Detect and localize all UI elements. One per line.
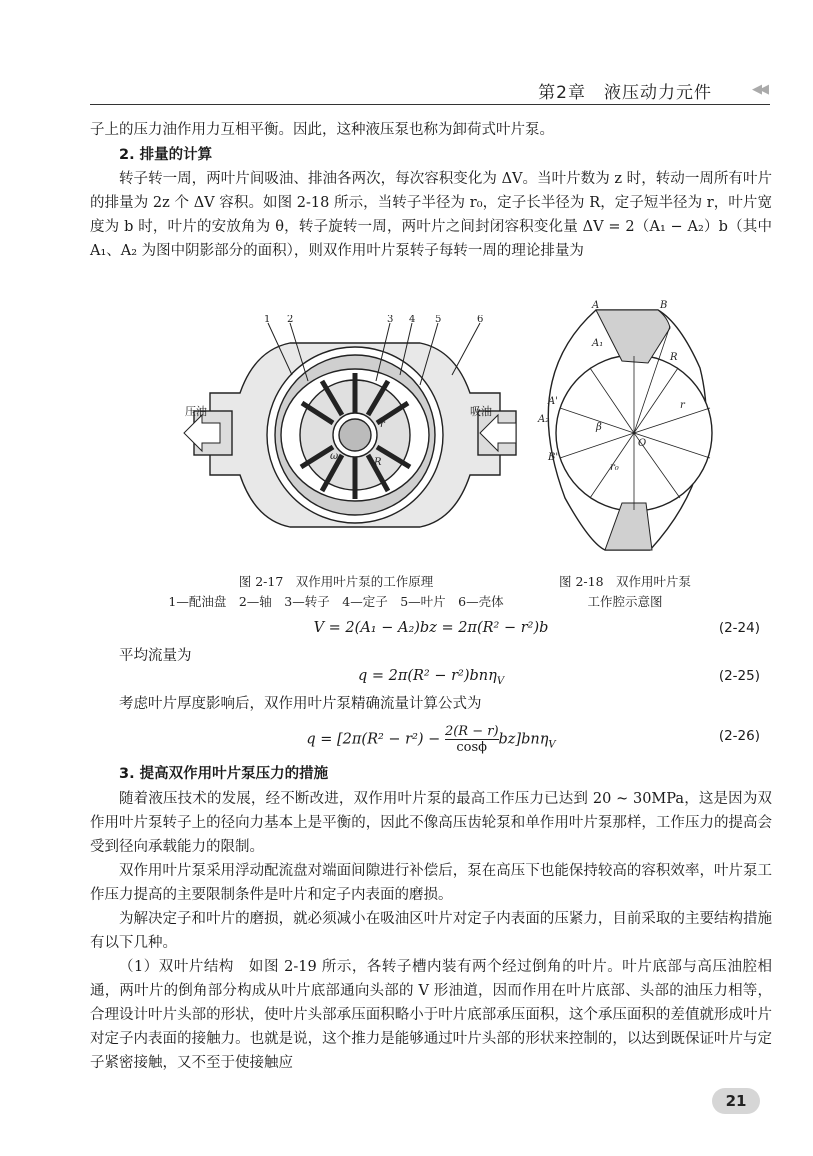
eq26-number: (2-26) <box>718 728 760 744</box>
fig17-label-6: 6 <box>477 315 484 325</box>
fig17-inner-R: R <box>374 457 382 468</box>
section-3-heading: 3. 提高双作用叶片泵压力的措施 <box>119 766 329 782</box>
paragraph-5: 为解决定子和叶片的磨损，就必须减小在吸油区叶片对定子内表面的压紧力，目前采取的主要结构措施有以下几种。 <box>90 911 772 951</box>
fig17-label-2: 2 <box>287 315 294 325</box>
thickness-label: 考虑叶片厚度影响后，双作用叶片泵精确流量计算公式为 <box>119 696 482 712</box>
figure-2-18-caption-2: 工作腔示意图 <box>587 594 663 609</box>
fig18-A1: A₁ <box>592 338 604 349</box>
fig18-O: O <box>638 438 647 449</box>
paragraph-4: 双作用叶片泵采用浮动配流盘对端面间隙进行补偿后，泵在高压下也能保持较高的容积效率，叶片泵工作压力提高的主要限制条件是叶片和定子内表面的磨损。 <box>90 863 772 903</box>
equation-2-26 <box>90 720 772 756</box>
equation-2-24 <box>90 620 772 646</box>
eq25-expression: q = 2π(R² − r²)bnη$_V$ <box>357 668 505 687</box>
fig18-A2: A₂ <box>538 414 550 425</box>
fig18-A: A <box>592 300 600 311</box>
fig17-label-3: 3 <box>387 315 394 325</box>
fig17-inner-omega: ω <box>330 451 339 462</box>
section-2-heading: 2. 排量的计算 <box>119 147 213 163</box>
running-header <box>90 78 770 105</box>
header-title: 第2章 液压动力元件 <box>538 83 712 103</box>
paragraph-3: 随着液压技术的发展，经不断改进，双作用叶片泵的最高工作压力已达到 20 ~ 30MPa，这是因为双作用叶片泵转子上的径向力基本上是平衡的，因此不像高压齿轮泵和单作用叶片泵那样，工作压力的提高会受到径向承载能力的限制。 <box>90 791 772 855</box>
paragraph-1: 子上的压力油作用力互相平衡。因此，这种液压泵也称为卸荷式叶片泵。 <box>90 122 554 138</box>
figure-2-17-caption: 图 2-17 双作用叶片泵的工作原理 <box>238 574 434 589</box>
figure-2-18 <box>530 298 720 563</box>
eq25-number: (2-25) <box>718 668 760 684</box>
paragraph-2: 转子转一周，两叶片间吸油、排油各两次，每次容积变化为 ΔV。当叶片数为 z 时，转动一周所有叶片的排量为 2z 个 ΔV 容积。如图 2-18 所示，当转子半径为 r₀，定子长半径为 R，定子短半径为 r，叶片宽度为 b 时，叶片的安放角为 θ，转子旋转一周，两叶片之间封闭容积变化量 ΔV = 2（A₁ − A₂）b（其中 A₁、A₂ 为图中阴影部分的面积），则双作用叶片泵转子每转一周的理论排量为 <box>90 171 772 259</box>
fig18-Bprime: B' <box>548 452 559 463</box>
fig18-R: R <box>670 352 678 363</box>
fig17-label-4: 4 <box>409 315 416 325</box>
figure-2-18-caption-1: 图 2-18 双作用叶片泵 <box>558 574 692 589</box>
fig17-label-5: 5 <box>435 315 442 325</box>
figure-2-17-parts: 1—配油盘 2—轴 3—转子 4—定子 5—叶片 6—壳体 <box>168 594 504 609</box>
avg-flow-label: 平均流量为 <box>119 648 192 664</box>
fig18-r: r <box>680 400 685 411</box>
fig17-left-label: 压油 <box>185 405 207 418</box>
fig18-r0: r₀ <box>610 462 619 473</box>
figure-2-17 <box>180 315 520 565</box>
fig18-B: B <box>660 300 668 311</box>
equation-2-25 <box>90 668 772 694</box>
header-arrows-icon: ◀◀ <box>752 82 766 97</box>
paragraph-6: （1）双叶片结构 如图 2-19 所示，各转子槽内装有两个经过倒角的叶片。叶片底部与高压油腔相通，两叶片的倒角部分构成从叶片底部通向头部的 V 形油道，因而作用在叶片底部、头部的油压力相等，合理设计叶片头部的形状，使叶片头部承压面积略小于叶片底部承压面积，这个承压面积的差值就形成叶片对定子内表面的接触力。也就是说，这个推力是能够通过叶片头部的形状来控制的，以达到既保证叶片与定子紧密接触，又不至于使接触应 <box>90 959 772 1071</box>
page-number: 21 <box>712 1088 760 1114</box>
eq26-expression: q = [2π(R² − r²) − $\frac{2(R - r)}{\cos\phi}$ bz]bnη$_V$ <box>306 724 556 755</box>
fig17-inner-r: r <box>380 419 385 430</box>
fig18-Aprime: A' <box>548 396 558 407</box>
fig17-label-1: 1 <box>264 315 271 325</box>
eq24-expression: V = 2(A₁ − A₂)bz = 2π(R² − r²)b <box>313 620 549 636</box>
fig18-beta: β <box>596 422 602 433</box>
eq24-number: (2-24) <box>718 620 760 636</box>
fig17-right-label: 吸油 <box>470 405 492 418</box>
